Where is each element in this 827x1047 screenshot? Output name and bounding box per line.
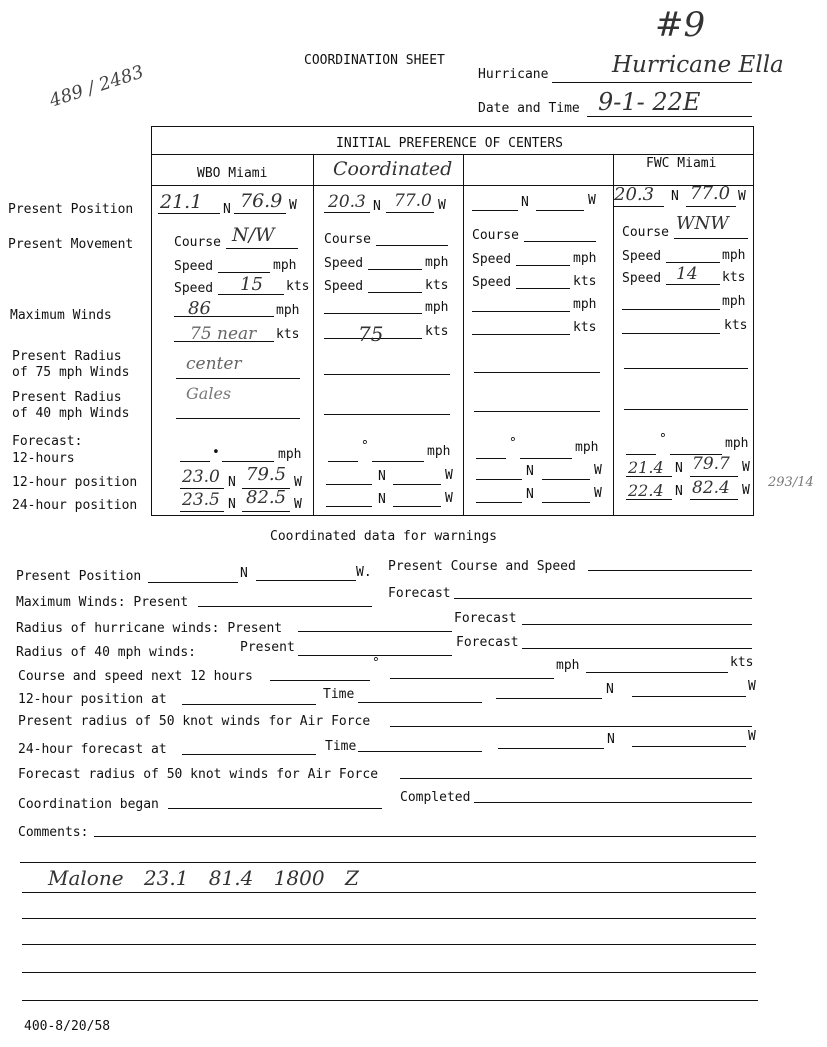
w-forecast24-at: 24-hour forecast at	[18, 742, 167, 757]
col3-speed-mph-label: Speed	[472, 252, 512, 267]
fwc-mph-unit: mph	[722, 248, 746, 263]
sheet-title: COORDINATION SHEET	[304, 53, 445, 68]
w-coord-began: Coordination began	[18, 797, 159, 812]
coord-pos12-w-unit: W	[445, 468, 453, 483]
fwc-speed-mph-label: Speed	[622, 249, 662, 264]
col3-max-kts-unit: kts	[573, 320, 597, 335]
wbo-kts-unit: kts	[286, 279, 310, 294]
wbo-speed-mph-label: Speed	[174, 259, 214, 274]
col3-n-unit: N	[521, 195, 529, 210]
col3-pos24-w-unit: W	[594, 486, 602, 501]
fwc-course-label: Course	[622, 225, 669, 240]
coord-mph-unit: mph	[425, 255, 449, 270]
wbo-pos12-w-unit: W	[294, 475, 302, 490]
col-header-wbo: WBO Miami	[197, 166, 268, 181]
fwc-speed-kts-label: Speed	[622, 271, 662, 286]
w-max-forecast: Forecast	[388, 586, 451, 601]
fwc-pos24-n: 22.4	[628, 481, 664, 500]
wbo-pos24-n-unit: N	[228, 497, 236, 512]
wbo-max-kts: 75 near	[190, 324, 257, 344]
fwc-pos12-n: 21.4	[628, 458, 664, 477]
label-present-movement: Present Movement	[8, 237, 134, 252]
fwc-deg-unit: °	[659, 432, 667, 447]
coord-max-kts: 75	[358, 322, 384, 346]
col3-pos12-n-unit: N	[526, 464, 534, 479]
wbo-fc-mph-unit: mph	[278, 447, 302, 462]
w-pp-n-unit: N	[240, 566, 248, 581]
fwc-pos12-w-unit: W	[742, 460, 750, 475]
wbo-deg-dot: •	[212, 445, 220, 460]
fwc-kts-unit: kts	[722, 270, 746, 285]
label-24hr-position: 24-hour position	[12, 498, 138, 513]
fwc-pos24-w: 82.4	[692, 478, 730, 498]
fwc-course: WNW	[676, 213, 729, 234]
w-r40-present: Present	[240, 640, 295, 655]
margin-note: 489 / 2483	[46, 61, 147, 112]
w-completed: Completed	[400, 790, 471, 805]
w-f24-w-unit: W	[748, 729, 756, 744]
wbo-course: N/W	[232, 224, 275, 246]
label-forecast-1: Forecast:	[12, 434, 83, 449]
w-cs-deg-unit: °	[372, 656, 380, 671]
wbo-course-label: Course	[174, 235, 221, 250]
coord-course-label: Course	[324, 232, 371, 247]
w-present-course-speed: Present Course and Speed	[388, 559, 576, 574]
col3-pos12-w-unit: W	[594, 463, 602, 478]
wbo-mph-unit: mph	[273, 258, 297, 273]
col3-course-label: Course	[472, 228, 519, 243]
col-header-coordinated: Coordinated	[333, 158, 453, 180]
coord-pos-n: 20.3	[328, 192, 366, 212]
fwc-max-mph-unit: mph	[722, 294, 746, 309]
coord-kts-unit: kts	[425, 278, 449, 293]
w-forecast-radius50: Forecast radius of 50 knot winds for Air Force	[18, 767, 379, 782]
w-pos12-w-unit: W	[748, 679, 756, 694]
w-radius-hurricane: Radius of hurricane winds: Present	[16, 621, 283, 636]
wbo-pos12-w: 79.5	[246, 464, 287, 485]
coord-max-kts-unit: kts	[425, 324, 449, 339]
wbo-pos12-n-unit: N	[228, 475, 236, 490]
w-pos12-time: Time	[323, 687, 355, 702]
col3-kts-unit: kts	[573, 274, 597, 289]
fwc-pos24-w-unit: W	[742, 483, 750, 498]
label-radius40-1: Present Radius	[12, 390, 122, 405]
fwc-pos24-n-unit: N	[675, 484, 683, 499]
wbo-radius75: center	[186, 354, 242, 374]
w-pp-w-unit: W.	[356, 565, 372, 580]
w-cs-mph-unit: mph	[556, 658, 580, 673]
fwc-n-unit: N	[671, 189, 679, 204]
coord-w-unit: W	[438, 198, 446, 213]
coord-pos24-w-unit: W	[445, 491, 453, 506]
w-rh-forecast: Forecast	[454, 611, 517, 626]
fwc-pos-n: 20.3	[614, 184, 655, 205]
coord-pos-w: 77.0	[394, 191, 432, 211]
coord-deg-unit: °	[361, 439, 369, 454]
coord-max-mph-unit: mph	[425, 300, 449, 315]
w-max-winds: Maximum Winds: Present	[16, 595, 189, 610]
sheet-number: #9	[655, 5, 706, 45]
coord-speed-mph-label: Speed	[324, 256, 364, 271]
col3-fc-mph-unit: mph	[575, 440, 599, 455]
wbo-speed-kts-label: Speed	[174, 281, 214, 296]
wbo-speed-kts: 15	[240, 274, 263, 295]
wbo-pos24-w: 82.5	[246, 487, 287, 508]
w-cs-kts-unit: kts	[730, 655, 754, 670]
w-f24-n-unit: N	[607, 732, 615, 747]
wbo-pos24-w-unit: W	[294, 497, 302, 512]
wbo-radius40: Gales	[186, 384, 232, 403]
label-radius75-1: Present Radius	[12, 349, 122, 364]
hurricane-label: Hurricane	[478, 67, 549, 82]
fwc-max-kts-unit: kts	[724, 318, 748, 333]
wbo-w-unit: W	[289, 198, 297, 213]
date-value: 9-1- 22E	[598, 88, 701, 116]
col-header-fwc: FWC Miami	[646, 156, 717, 171]
coord-fc-mph-unit: mph	[427, 444, 451, 459]
w-f24-time: Time	[325, 739, 357, 754]
wbo-max-mph: 86	[188, 298, 211, 319]
col3-speed-kts-label: Speed	[472, 275, 512, 290]
coord-pos24-n-unit: N	[378, 492, 386, 507]
wbo-pos12-n: 23.0	[182, 467, 220, 487]
label-radius40-2: of 40 mph Winds	[12, 406, 130, 421]
w-course-speed-next: Course and speed next 12 hours	[18, 669, 253, 684]
form-number: 400-8/20/58	[24, 1019, 111, 1034]
w-comments: Comments:	[18, 825, 89, 840]
coord-pos12-n-unit: N	[378, 469, 386, 484]
wbo-pos24-n: 23.5	[182, 490, 220, 510]
wbo-n-unit: N	[223, 202, 231, 217]
fwc-pos12-w: 79.7	[692, 454, 730, 474]
fwc-speed-kts: 14	[676, 264, 698, 284]
label-max-winds: Maximum Winds	[10, 308, 112, 323]
col3-deg-unit: °	[509, 436, 517, 451]
coord-n-unit: N	[373, 199, 381, 214]
fwc-fc-mph-unit: mph	[725, 436, 749, 451]
wbo-max-kts-unit: kts	[276, 327, 300, 342]
col3-max-mph-unit: mph	[573, 297, 597, 312]
label-12hr-position: 12-hour position	[12, 475, 138, 490]
fwc-w-unit: W	[738, 189, 746, 204]
w-r40-forecast: Forecast	[456, 635, 519, 650]
table-heading: INITIAL PREFERENCE OF CENTERS	[336, 136, 563, 151]
w-present-position: Present Position	[16, 569, 142, 584]
side-note: 293/14	[768, 475, 814, 490]
label-present-position: Present Position	[8, 202, 134, 217]
wbo-max-mph-unit: mph	[276, 303, 300, 318]
w-radius-40: Radius of 40 mph winds:	[16, 645, 197, 660]
wbo-pos-w: 76.9	[240, 190, 283, 212]
fwc-pos-w: 77.0	[690, 183, 731, 204]
label-forecast-2: 12-hours	[12, 451, 75, 466]
w-pos12-at: 12-hour position at	[18, 692, 167, 707]
w-pos12-n-unit: N	[606, 682, 614, 697]
w-radius50-af: Present radius of 50 knot winds for Air Force	[18, 714, 371, 729]
col3-pos24-n-unit: N	[526, 487, 534, 502]
col3-w-unit: W	[588, 193, 596, 208]
warnings-heading: Coordinated data for warnings	[270, 529, 497, 544]
fwc-pos12-n-unit: N	[675, 461, 683, 476]
comment-handwritten: Malone 23.1 81.4 1800 Z	[48, 866, 359, 890]
col3-mph-unit: mph	[573, 251, 597, 266]
date-label: Date and Time	[478, 101, 580, 116]
label-radius75-2: of 75 mph Winds	[12, 365, 130, 380]
hurricane-value: Hurricane Ella	[612, 52, 784, 78]
coord-speed-kts-label: Speed	[324, 279, 364, 294]
wbo-pos-n: 21.1	[160, 191, 203, 213]
